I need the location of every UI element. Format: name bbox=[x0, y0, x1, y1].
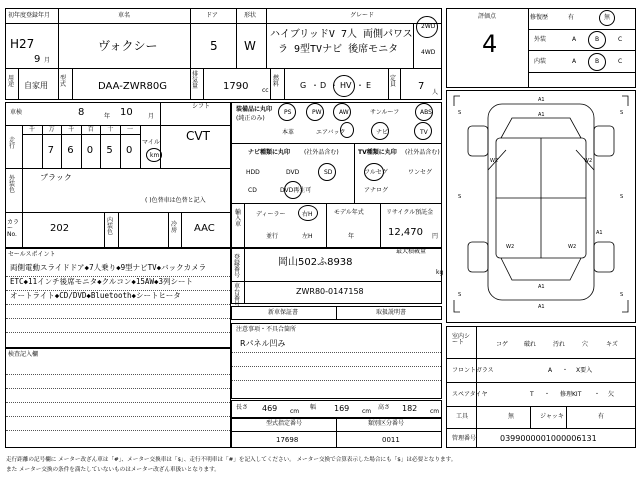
color-label: 外装色 bbox=[9, 175, 16, 194]
navi-dvd: DVD bbox=[286, 169, 300, 176]
tools-value: 無 bbox=[508, 413, 515, 420]
dmg-label: A1 bbox=[538, 97, 545, 103]
manual-label: 取扱説明書 bbox=[376, 309, 407, 316]
type-designation-value: 17698 bbox=[276, 436, 299, 444]
exterior-label: 外装 bbox=[534, 36, 547, 43]
navi-sd: SD bbox=[324, 169, 333, 176]
fuel-label: 燃料 bbox=[273, 75, 280, 88]
fuel-selected-circle bbox=[333, 75, 355, 97]
height-value: 182 bbox=[402, 404, 418, 413]
inspection-year-unit: 年 bbox=[104, 113, 111, 120]
equip-navi: ナビ bbox=[376, 129, 389, 136]
room-sheet-item: キズ bbox=[606, 341, 618, 348]
mileage-digit: 7 bbox=[47, 145, 54, 156]
class-number-label: 類別区分番号 bbox=[368, 420, 405, 427]
equip-abs: ABS bbox=[420, 109, 432, 116]
fuel-g: G bbox=[300, 81, 307, 90]
windshield-a: A bbox=[548, 367, 553, 374]
mgmt-label: 管理番号 bbox=[452, 435, 477, 442]
spare-dot: ・ bbox=[544, 391, 551, 398]
class-number-value: 0011 bbox=[382, 436, 400, 444]
recycle-unit: 円 bbox=[432, 233, 439, 240]
shift-label: シフト bbox=[192, 103, 211, 110]
equip-circle bbox=[333, 103, 351, 121]
dmg-label: W2 bbox=[490, 158, 499, 164]
dmg-label: S bbox=[458, 194, 462, 200]
color-note: ( )色替車は色替と記入 bbox=[145, 197, 206, 204]
import-parallel: 並行 bbox=[266, 233, 279, 240]
grade-header: グレード bbox=[350, 12, 375, 19]
sales-line-2: ETC◆11インチ後席モニタ◆クルコン◆15AW◆3列シート bbox=[10, 277, 193, 286]
color-no-label: カラーNo. bbox=[7, 219, 20, 238]
exterior-circle bbox=[588, 31, 606, 49]
sales-points-label: セールスポイント bbox=[8, 251, 56, 258]
width-label: 幅 bbox=[310, 404, 317, 411]
inspection-month-unit: 月 bbox=[148, 113, 155, 120]
dmg-label: A1 bbox=[538, 112, 545, 118]
drive-2wd: 2WD bbox=[421, 23, 436, 30]
jack-value: 有 bbox=[598, 413, 605, 420]
width-value: 169 bbox=[334, 404, 350, 413]
tv-title: TV種類に丸印 bbox=[358, 149, 397, 156]
navi-cd: CD bbox=[248, 187, 257, 194]
tv-circle bbox=[364, 163, 384, 181]
mileage-label: 走行 bbox=[9, 137, 16, 150]
mileage-digit: 0 bbox=[126, 145, 133, 156]
mileage-digit-header: 十 bbox=[107, 126, 114, 133]
room-sheet-item: 穴 bbox=[582, 341, 589, 348]
mileage-digit-header: 百 bbox=[87, 126, 94, 133]
aircon-label: 冷房 bbox=[171, 221, 178, 234]
equip-title: 装備品に丸印 bbox=[236, 106, 273, 113]
footer-line-2: また メーター交換の条件を満たしていないものはメーター改ざん車扱いとなります。 bbox=[6, 467, 220, 473]
spare-dot2: ・ bbox=[594, 391, 601, 398]
inspection-label: 車検 bbox=[10, 109, 23, 116]
height-unit: cm bbox=[430, 408, 440, 415]
inspection-month: 10 bbox=[120, 107, 133, 118]
shift-value: CVT bbox=[186, 129, 210, 143]
grade-line-2: ラ 9型TVナビ 後席モニタ bbox=[278, 44, 399, 55]
notices-label: 注意事項・不具合箇所 bbox=[236, 326, 297, 333]
mgmt-value: 0399000001000006131 bbox=[500, 434, 597, 443]
capacity-unit: 人 bbox=[432, 89, 439, 96]
mileage-unit: km bbox=[150, 152, 160, 159]
exterior-a: A bbox=[572, 36, 577, 43]
doors-value: 5 bbox=[210, 39, 218, 53]
inspector-notes-label: 検査記入欄 bbox=[8, 351, 39, 358]
spare-label: スペアタイヤ bbox=[452, 391, 488, 398]
score-value: 4 bbox=[482, 30, 498, 58]
length-label: 長さ bbox=[236, 404, 249, 411]
fuel-hv: HV bbox=[340, 81, 352, 90]
equip-circle bbox=[414, 122, 432, 140]
repair-yes: 有 bbox=[568, 14, 575, 21]
shape-header: 形状 bbox=[244, 12, 257, 19]
max-load-unit: kg bbox=[436, 269, 444, 276]
import-right-h: 右H bbox=[302, 211, 313, 218]
first-reg-month-unit: 月 bbox=[44, 57, 51, 64]
dmg-label: S bbox=[620, 110, 624, 116]
type-designation-label: 型式指定番号 bbox=[266, 420, 303, 427]
import-left-h: 左H bbox=[302, 233, 313, 240]
room-sheet-item: 破れ bbox=[524, 341, 537, 348]
windshield-label: フロントガラス bbox=[452, 367, 494, 374]
mileage-unit-label: マイル bbox=[142, 139, 160, 146]
navi-circle bbox=[318, 163, 336, 181]
room-sheet-label: 室内シート bbox=[452, 333, 471, 346]
jack-label: ジャッキ bbox=[540, 413, 564, 420]
recycle-label: リサイクル預託金 bbox=[386, 209, 434, 216]
tv-note: (社外品含む) bbox=[405, 149, 440, 156]
warranty-label: 新車保証書 bbox=[268, 309, 299, 316]
exterior-b: B bbox=[595, 36, 600, 43]
recycle-value: 12,470 bbox=[388, 227, 423, 238]
notices-value: Rパネル凹み bbox=[240, 339, 286, 348]
navi-note: (社外品含む) bbox=[304, 149, 339, 156]
mileage-unit-circle bbox=[146, 148, 162, 162]
model-year-value: 年 bbox=[348, 233, 355, 240]
equip-circle bbox=[278, 103, 296, 121]
tv-analog: アナログ bbox=[364, 187, 389, 194]
max-load-label: 最大積載量 bbox=[396, 248, 427, 255]
length-value: 469 bbox=[262, 404, 278, 413]
equip-sunroof: サンルーフ bbox=[370, 109, 400, 116]
color-value: ブラック bbox=[40, 173, 72, 182]
room-sheet-item: 汚れ bbox=[553, 341, 566, 348]
dmg-label: S bbox=[620, 292, 624, 298]
equip-pw: PW bbox=[312, 109, 322, 116]
length-unit: cm bbox=[290, 408, 300, 415]
sales-line-1: 両側電動スライドドア◆7人乗り◆9型ナビTV◆バックカメラ bbox=[10, 263, 207, 272]
grade-line-1: ハイブリッドV 7人 両側パワス bbox=[270, 29, 413, 40]
tv-oneseg: ワンセグ bbox=[408, 169, 433, 176]
tools-label: 工具 bbox=[456, 413, 469, 420]
dmg-label: W2 bbox=[568, 244, 577, 250]
displacement-unit: cc bbox=[262, 87, 269, 94]
repair-no: 無 bbox=[604, 14, 611, 21]
dmg-label: S bbox=[458, 110, 462, 116]
model-type-value: DAA-ZWR80G bbox=[98, 81, 168, 92]
chassis-label: 車台番号 bbox=[234, 283, 241, 308]
drive-selected-circle bbox=[416, 16, 438, 38]
fuel-d: D bbox=[320, 81, 327, 90]
spare-missing: 欠 bbox=[608, 391, 615, 398]
mileage-digit-header: 万 bbox=[48, 126, 55, 133]
model-type-label: 型式 bbox=[60, 75, 67, 88]
first-reg-month: 9 bbox=[34, 54, 41, 65]
aircon-value: AAC bbox=[194, 223, 215, 234]
equip-circle bbox=[415, 103, 433, 121]
height-label: 高さ bbox=[378, 404, 391, 411]
use-value: 自家用 bbox=[24, 81, 48, 90]
equip-circle bbox=[306, 103, 324, 121]
repair-circle bbox=[599, 10, 615, 26]
repair-label: 修復歴 bbox=[530, 14, 549, 21]
registration-value: 岡山502ふ8938 bbox=[278, 257, 353, 268]
dmg-label: A1 bbox=[596, 230, 603, 236]
import-dealer: ディーラー bbox=[256, 211, 286, 218]
model-year-label: モデル年式 bbox=[334, 209, 364, 216]
dmg-label: W2 bbox=[584, 158, 593, 164]
mileage-digit-header: 千 bbox=[68, 126, 75, 133]
equip-circle bbox=[371, 122, 389, 140]
import-label: 輸入車 bbox=[235, 209, 242, 228]
import-circle bbox=[298, 205, 318, 221]
windshield-dot: ・ bbox=[562, 367, 569, 374]
dmg-label: A1 bbox=[538, 304, 545, 310]
interior-a: A bbox=[572, 58, 577, 65]
navi-dvd-play: DVD再生可 bbox=[280, 187, 312, 194]
car-name-value: ヴォクシー bbox=[98, 39, 158, 53]
equip-airbag: エアバック bbox=[316, 129, 346, 136]
mileage-digit-header: 一 bbox=[127, 126, 134, 133]
use-label: 用途 bbox=[8, 75, 15, 88]
interior-c: C bbox=[618, 58, 623, 65]
dmg-label: S bbox=[458, 292, 462, 298]
equip-leather: 本革 bbox=[282, 129, 295, 136]
equip-aw: AW bbox=[339, 109, 349, 116]
displacement-label: 排気量 bbox=[192, 71, 199, 90]
first-reg-header: 初年度登録年月 bbox=[8, 12, 51, 19]
mileage-digit-header: 千 bbox=[29, 126, 36, 133]
mileage-digit: 5 bbox=[106, 145, 113, 156]
interior-label: 内装色 bbox=[107, 217, 114, 236]
dmg-label: S bbox=[620, 194, 624, 200]
navi-circle bbox=[284, 181, 302, 199]
dmg-label: W2 bbox=[506, 244, 515, 250]
footer-line-1: 走行距離の記号欄に メーター改ざん車は「#」、メーター交換車は「$」、走行不明車は「#」を記入してください。 メーター交換で合算表示した場合にも「$」は必要となります。 bbox=[6, 457, 457, 463]
car-diagram bbox=[446, 90, 636, 323]
interior-cond-label: 内装 bbox=[534, 58, 547, 65]
mileage-digit: 0 bbox=[86, 145, 94, 156]
shape-value: W bbox=[244, 39, 256, 53]
displacement-value: 1790 bbox=[223, 81, 249, 92]
chassis-value: ZWR80-0147158 bbox=[296, 287, 364, 296]
room-sheet-item: コゲ bbox=[496, 341, 509, 348]
equip-ps: PS bbox=[284, 109, 292, 116]
notices-box bbox=[231, 323, 442, 399]
registration-label: 登録番号 bbox=[234, 254, 241, 279]
first-reg-era: H27 bbox=[10, 37, 35, 51]
drive-4wd: 4WD bbox=[421, 49, 436, 56]
color-no-value: 202 bbox=[50, 223, 70, 234]
inspector-notes-box bbox=[5, 348, 231, 448]
spare-kit: 修理KIT bbox=[560, 391, 582, 398]
navi-title: ナビ種類に丸印 bbox=[248, 149, 291, 156]
equip-tv: TV bbox=[420, 129, 428, 136]
sales-line-3: オートライト◆CD/DVD◆Bluetooth◆シートヒータ bbox=[10, 291, 181, 300]
navi-hdd: HDD bbox=[246, 169, 260, 176]
dmg-label: A1 bbox=[538, 284, 545, 290]
equip-subtitle: (純正のみ) bbox=[236, 115, 265, 122]
capacity-value: 7 bbox=[418, 81, 425, 92]
interior-circle bbox=[588, 53, 606, 71]
score-label: 評価点 bbox=[478, 13, 497, 20]
interior-b: B bbox=[595, 58, 600, 65]
car-name-header: 車名 bbox=[118, 12, 131, 19]
inspection-year: 8 bbox=[78, 107, 85, 118]
exterior-c: C bbox=[618, 36, 623, 43]
mileage-digit: 6 bbox=[67, 145, 74, 156]
fuel-e: E bbox=[366, 81, 372, 90]
width-unit: cm bbox=[362, 408, 372, 415]
equip-circle bbox=[340, 122, 354, 138]
tv-fullseg: フルセグ bbox=[364, 169, 388, 176]
capacity-label: 定員 bbox=[390, 75, 397, 88]
doors-header: ドア bbox=[206, 12, 218, 19]
spare-t: T bbox=[530, 391, 534, 398]
windshield-x: X要入 bbox=[576, 367, 593, 374]
